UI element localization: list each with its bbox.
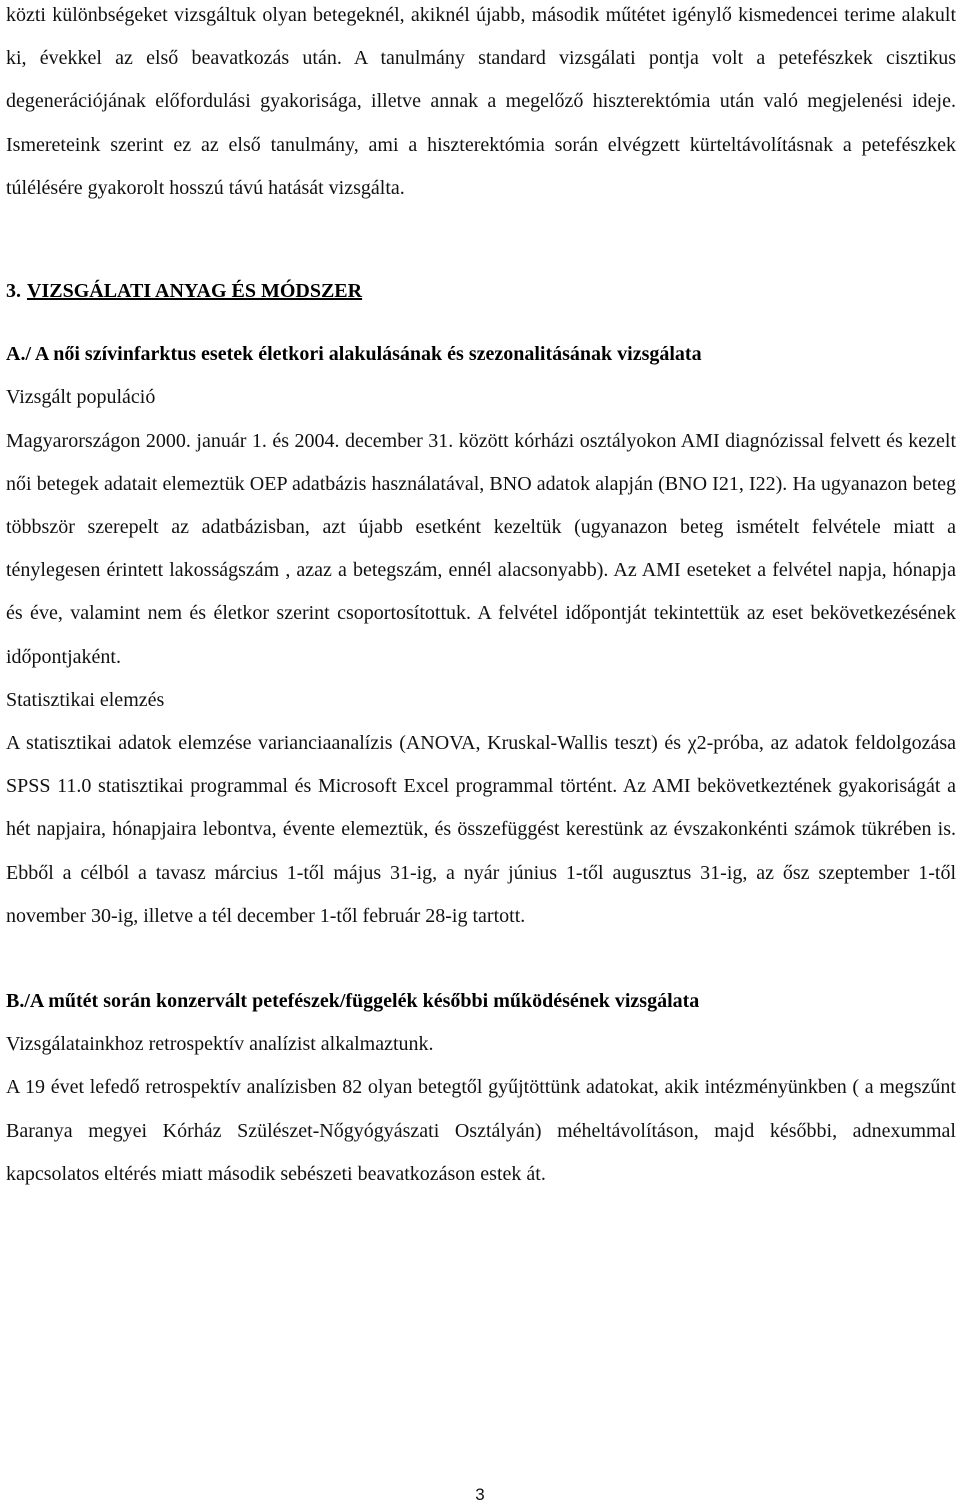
intro-paragraph: közti különbségeket vizsgáltuk olyan betegeknél, akiknél újabb, második műtétet igénylő kismedencei terime alakult ki, évekkel az első beavatkozás után. A tanulmány standard vizsgálati pontja volt a petefészkek cisztikus degenerációjának előfordulási gyakorisága, illetve annak a megelőző hiszterektómia után való megjelenési ideje. Ismereteink szerint ez az első tanulmány, ami a hiszterektómia során elvégzett kürteltávolításnak a petefészkek túlélésére gyakorolt hosszú távú hatását vizsgálta.	[6, 4, 956, 199]
section-number: 3.	[6, 280, 21, 303]
spacer	[6, 210, 956, 270]
subsection-b-paragraph: A 19 évet lefedő retrospektív analízisben 82 olyan betegtől gyűjtöttünk adatokat, akik intézményünkben ( a megszűnt Baranya megyei Kórház Szülészet-Nőgyógyászati Osztályán) méheltávolításon, majd későbbi, adnexummal kapcsolatos eltérés miatt második sebészeti beavatkozáson estek át.	[6, 1076, 956, 1185]
page-number: 3	[475, 1485, 485, 1504]
document-page	[6, 0, 956, 1196]
population-label: Vizsgált populáció	[6, 386, 156, 409]
subsection-b-line: Vizsgálatainkhoz retrospektív analízist alkalmaztunk.	[6, 1033, 434, 1056]
subsection-b-heading: B./A műtét során konzervált petefészek/függelék későbbi működésének vizsgálata	[6, 990, 700, 1013]
spacer	[6, 938, 956, 980]
stats-paragraph: A statisztikai adatok elemzése varianciaanalízis (ANOVA, Kruskal-Wallis teszt) és χ2-próba, az adatok feldolgozása SPSS 11.0 statisztikai programmal és Microsoft Excel programmal történt. Az AMI bekövetkeztének gyakoriságát a hét napjaira, hónapjaira lebontva, évente elemeztük, és összefüggést kerestünk az évszakonkénti számok tükrében is. Ebből a célból a tavasz március 1-től május 31-ig, a nyár június 1-től augusztus 31-ig, az ősz szeptember 1-től november 30-ig, illetve a tél december 1-től február 28-ig tartott.	[6, 732, 956, 927]
population-paragraph: Magyarországon 2000. január 1. és 2004. december 31. között kórházi osztályokon AMI diagnózissal felvett és kezelt női betegek adatait elemeztük OEP adatbázis használatával, BNO adatok alapján (BNO I21, I22). Ha ugyanazon beteg többször szerepelt az adatbázisban, azt újabb esetként kezeltük (ugyanazon beteg ismételt felvétele miatt a ténylegesen érintett lakosságszám , azaz a betegszám, ennél alacsonyabb). Az AMI eseteket a felvétel napja, hónapja és éve, valamint nem és életkor szerint csoportosítottuk. A felvétel időpontját tekintettük az eset bekövetkezésének időpontjaként.	[6, 429, 956, 668]
section-title: VIZSGÁLATI ANYAG ÉS MÓDSZER	[27, 280, 363, 303]
subsection-a-heading: A./ A női szívinfarktus esetek életkori alakulásának és szezonalitásának vizsgálata	[6, 343, 702, 366]
stats-label: Statisztikai elemzés	[6, 688, 165, 711]
spacer	[6, 313, 956, 333]
section-heading	[6, 270, 956, 313]
